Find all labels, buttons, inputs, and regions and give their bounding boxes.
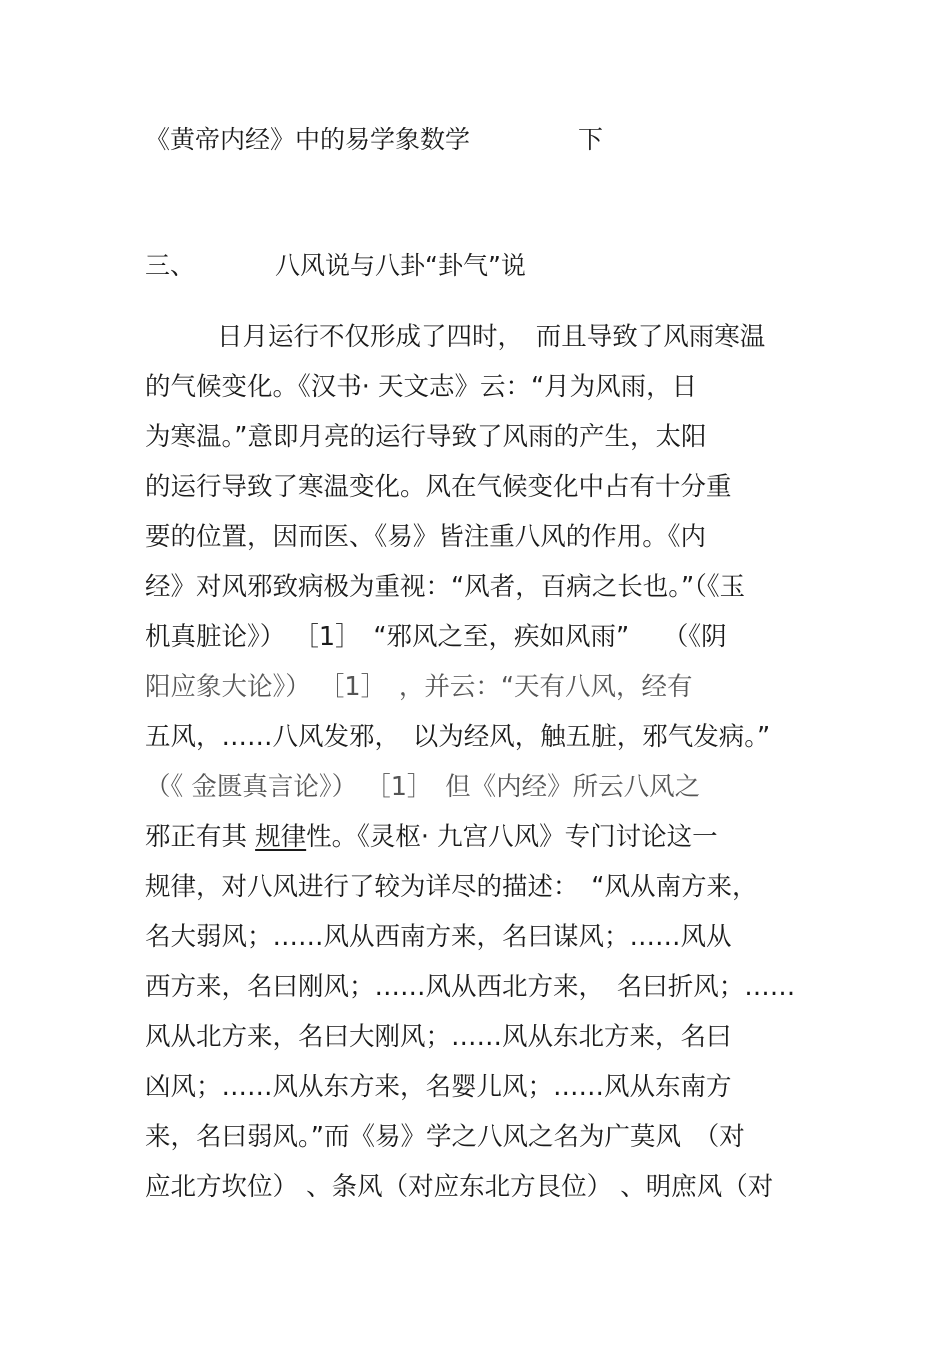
- paragraph-line: 西方来，名曰刚风；……风从西北方来， 名曰折风；……: [145, 972, 796, 1002]
- paragraph-line: 凶风；……风从东方来，名婴儿风；……风从东南方: [145, 1072, 732, 1102]
- line-rest: 性。《灵枢· 九宫八风》专门讨论这一: [306, 822, 718, 852]
- document-title: [145, 122, 604, 158]
- paragraph-line: （《 金匮真言论》） ［1］ 但《内经》所云八风之: [145, 772, 701, 802]
- title-text: 《黄帝内经》中的易学象数学: [145, 125, 471, 154]
- paragraph-line: 机真脏论》） ［1］ “邪风之至，疾如风雨” （《阴: [145, 622, 727, 652]
- paragraph-line: 名大弱风；……风从西南方来，名曰谋风；……风从: [145, 922, 732, 952]
- body-text: [145, 320, 815, 1220]
- paragraph-line: 日月运行不仅形成了四时， 而且导致了风雨寒温: [217, 322, 766, 352]
- paragraph-line: 五风，……八风发邪， 以为经风，触五脏，邪气发病。”: [145, 722, 771, 752]
- paragraph-line: 阳应象大论》） ［1］ ，并云：“天有八风，经有: [145, 672, 693, 702]
- underlined-word: 规律: [255, 822, 307, 852]
- paragraph-line: 来，名曰弱风。”而《易》学之八风之名为广莫风 （对: [145, 1122, 745, 1152]
- paragraph-line: 规律，对八风进行了较为详尽的描述： “风从南方来，: [145, 872, 758, 902]
- paragraph-line: 的气候变化。《汉书· 天文志》云：“月为风雨，日: [145, 372, 698, 402]
- section-title: 八风说与八卦“卦气”说: [275, 251, 526, 280]
- paragraph-line: 要的位置，因而医、《易》皆注重八风的作用。《内: [145, 522, 707, 552]
- paragraph-line: 风从北方来，名曰大刚风；……风从东北方来，名曰: [145, 1022, 732, 1052]
- title-suffix: 下: [578, 125, 604, 154]
- paragraph-line: [145, 820, 815, 870]
- section-number: 三、: [145, 251, 196, 280]
- paragraph-line: 应北方坎位） 、条风（对应东北方艮位） 、明庶风（对: [145, 1172, 774, 1202]
- line-start: 邪正有其: [145, 822, 248, 852]
- paragraph-line: 的运行导致了寒温变化。风在气候变化中占有十分重: [145, 472, 732, 502]
- paragraph-line: 经》对风邪致病极为重视：“风者，百病之长也。”（《玉: [145, 572, 746, 602]
- paragraph-line: 为寒温。”意即月亮的运行导致了风雨的产生，太阳: [145, 422, 707, 452]
